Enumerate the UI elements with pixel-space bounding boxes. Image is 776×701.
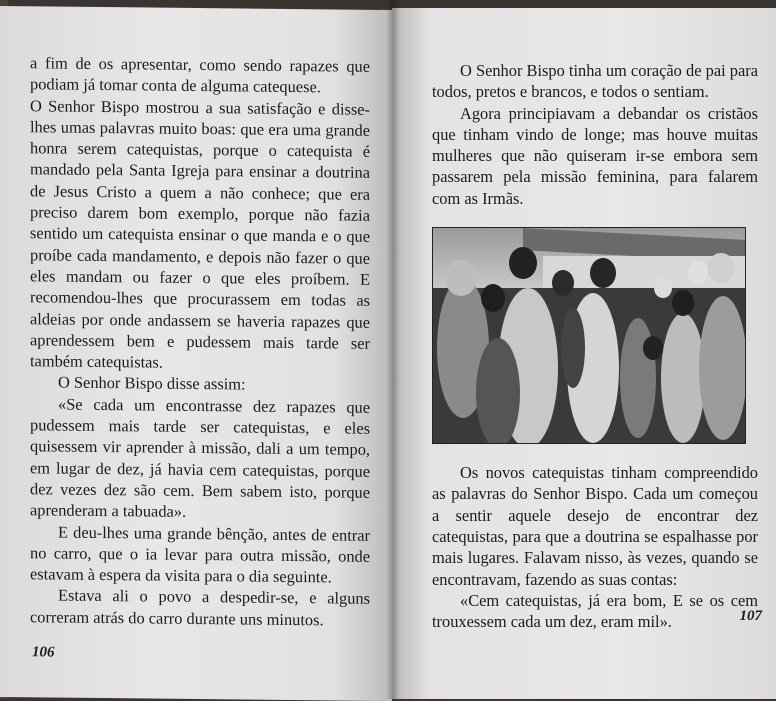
paragraph: «Cem catequistas, já era bom, E se os cem trouxessem cada um dez, eram mil».	[432, 590, 758, 632]
paragraph: O Senhor Bispo tinha um coração de pai para todos, pretos e brancos, e todos o sentiam.	[432, 61, 758, 102]
photo-crowd-figures	[433, 228, 745, 443]
right-page-text-bottom	[432, 462, 758, 632]
paragraph: «Se cada um encontrasse dez rapazes que pudessem mais tarde ser catequistas, e eles quisessem vir aprender à missão, dali a um tempo, em lugar de dez, já havia cem catequistas, porque dez vezes dez são cem. Bem sabem isto, porque aprenderam a tabuada».	[30, 394, 370, 522]
paragraph: Os novos catequistas tinham compreendido as palavras do Senhor Bispo. Cada um começou a sentir aquele desejo de encontrar dez catequistas, para que a doutrina se espalhasse por mais lugares. Falavam nisso, às vezes, quando se encontravam, fazendo as suas contas:	[432, 463, 758, 589]
page-number-left: 106	[32, 644, 55, 661]
paragraph: O Senhor Bispo disse assim:	[58, 373, 246, 394]
paragraph: Agora principiavam a debandar os cristãos que tinham vindo de longe; mas houve muitas mulheres que não quiseram ir-se embora sem passarem pela missão feminina, para falarem com as Irmãs.	[432, 103, 758, 208]
right-page	[392, 8, 776, 699]
left-page-text	[30, 52, 370, 631]
crowd-photograph	[432, 227, 746, 444]
paragraph: a fim de os apresentar, como sendo rapazes que podiam já tomar conta de alguma catequese.	[30, 53, 370, 97]
paragraph: O Senhor Bispo mostrou a sua satisfação e disse-lhes umas palavras muito boas: que era uma grande honra serem catequistas, porque o catequista é mandado pela Santa Igreja para ensinar a doutrina de Jesus Cristo a quem a não conhece; que era preciso darem bom exemplo, porque não fazia sentido um catequista ensinar o que manda e o que proíbe cada mandamento, e depois não fazer o que eles mandam ou fazer o que eles proíbem. E recomendou-lhes que procurassem em todas as aldeias por onde andassem se haveria rapazes que aprendessem bem e pudessem mais tarde ser também catequistas.	[30, 95, 370, 372]
left-page	[0, 6, 392, 701]
paragraph: Estava ali o povo a despedir-se, e alguns correram atrás do carro durante uns minutos.	[30, 585, 370, 630]
paragraph: E deu-lhes uma grande bênção, antes de entrar no carro, que o ia levar para outra missão, onde estavam à espera da visita para o dia seguinte.	[30, 522, 370, 587]
page-number-right: 107	[739, 608, 762, 624]
right-page-text-top	[432, 60, 758, 209]
